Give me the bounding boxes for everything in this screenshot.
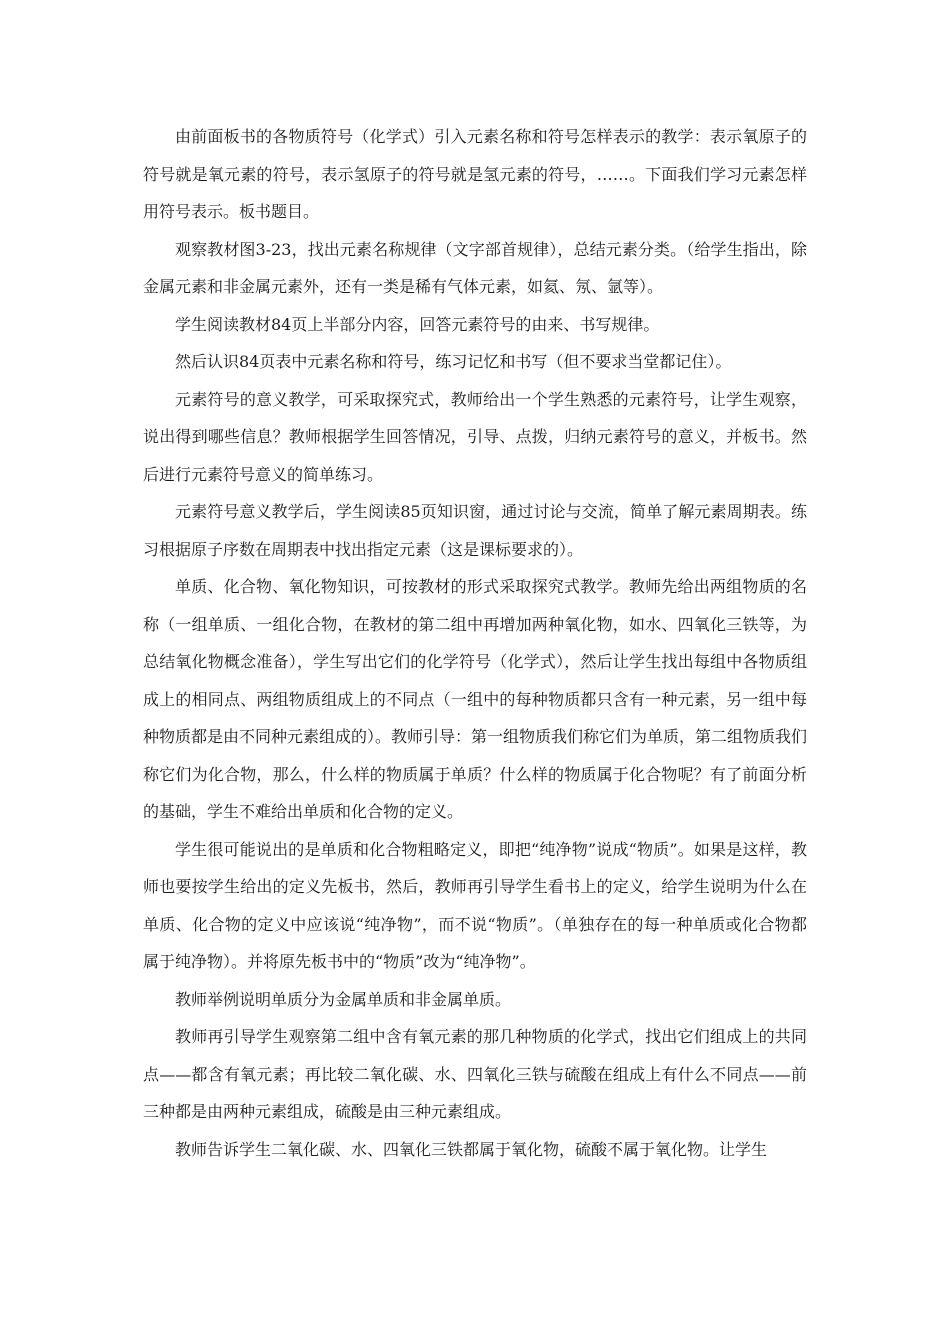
paragraph: 教师再引导学生观察第二组中含有氧元素的那几种物质的化学式，找出它们组成上的共同点——都含有氧元素；再比较二氧化碳、水、四氧化三铁与硫酸在组成上有什么不同点——前三种都是由两种元素组成，硫酸是由三种元素组成。 [143,1027,807,1121]
paragraph: 元素符号意义教学后，学生阅读85页知识窗，通过讨论与交流，简单了解元素周期表。练习根据原子序数在周期表中找出指定元素（这是课标要求的）。 [143,502,807,559]
paragraph: 由前面板书的各物质符号（化学式）引入元素名称和符号怎样表示的教学：表示氧原子的符号就是氧元素的符号，表示氢原子的符号就是氢元素的符号，……。下面我们学习元素怎样用符号表示。板书题目。 [143,127,807,221]
document-body [143,118,807,1168]
paragraph: 元素符号的意义教学，可采取探究式，教师给出一个学生熟悉的元素符号，让学生观察，说出得到哪些信息？教师根据学生回答情况，引导、点拨，归纳元素符号的意义，并板书。然后进行元素符号意义的简单练习。 [143,389,807,484]
paragraph: 观察教材图3-23，找出元素名称规律（文字部首规律），总结元素分类。（给学生指出，除金属元素和非金属元素外，还有一类是稀有气体元素，如氦、氖、氩等）。 [143,239,807,296]
paragraph: 然后认识84页表中元素名称和符号，练习记忆和书写（但不要求当堂都记住）。 [175,352,732,371]
paragraph: 学生很可能说出的是单质和化合物粗略定义，即把“纯净物”说成“物质”。如果是这样，教师也要按学生给出的定义先板书，然后，教师再引导学生看书上的定义，给学生说明为什么在单质、化合物的定义中应该说“纯净物”，而不说“物质”。（单独存在的每一种单质或化合物都属于纯净物）。并将原先板书中的“物质”改为“纯净物”。 [143,839,807,971]
paragraph: 单质、化合物、氧化物知识，可按教材的形式采取探究式教学。教师先给出两组物质的名称（一组单质、一组化合物，在教材的第二组中再增加两种氧化物，如水、四氧化三铁等，为总结氧化物概念准备），学生写出它们的化学符号（化学式），然后让学生找出每组中各物质组成上的相同点、两组物质组成上的不同点（一组中的每种物质都只含有一种元素，另一组中每种物质都是由不同种元素组成的）。教师引导：第一组物质我们称它们为单质，第二组物质我们称它们为化合物，那么，什么样的物质属于单质？什么样的物质属于化合物呢？有了前面分析的基础，学生不难给出单质和化合物的定义。 [143,577,808,821]
paragraph: 教师告诉学生二氧化碳、水、四氧化三铁都属于氧化物，硫酸不属于氧化物。让学生 [175,1139,768,1159]
paragraph: 学生阅读教材84页上半部分内容，回答元素符号的由来、书写规律。 [175,314,660,334]
paragraph: 教师举例说明单质分为金属单质和非金属单质。 [175,989,512,1009]
